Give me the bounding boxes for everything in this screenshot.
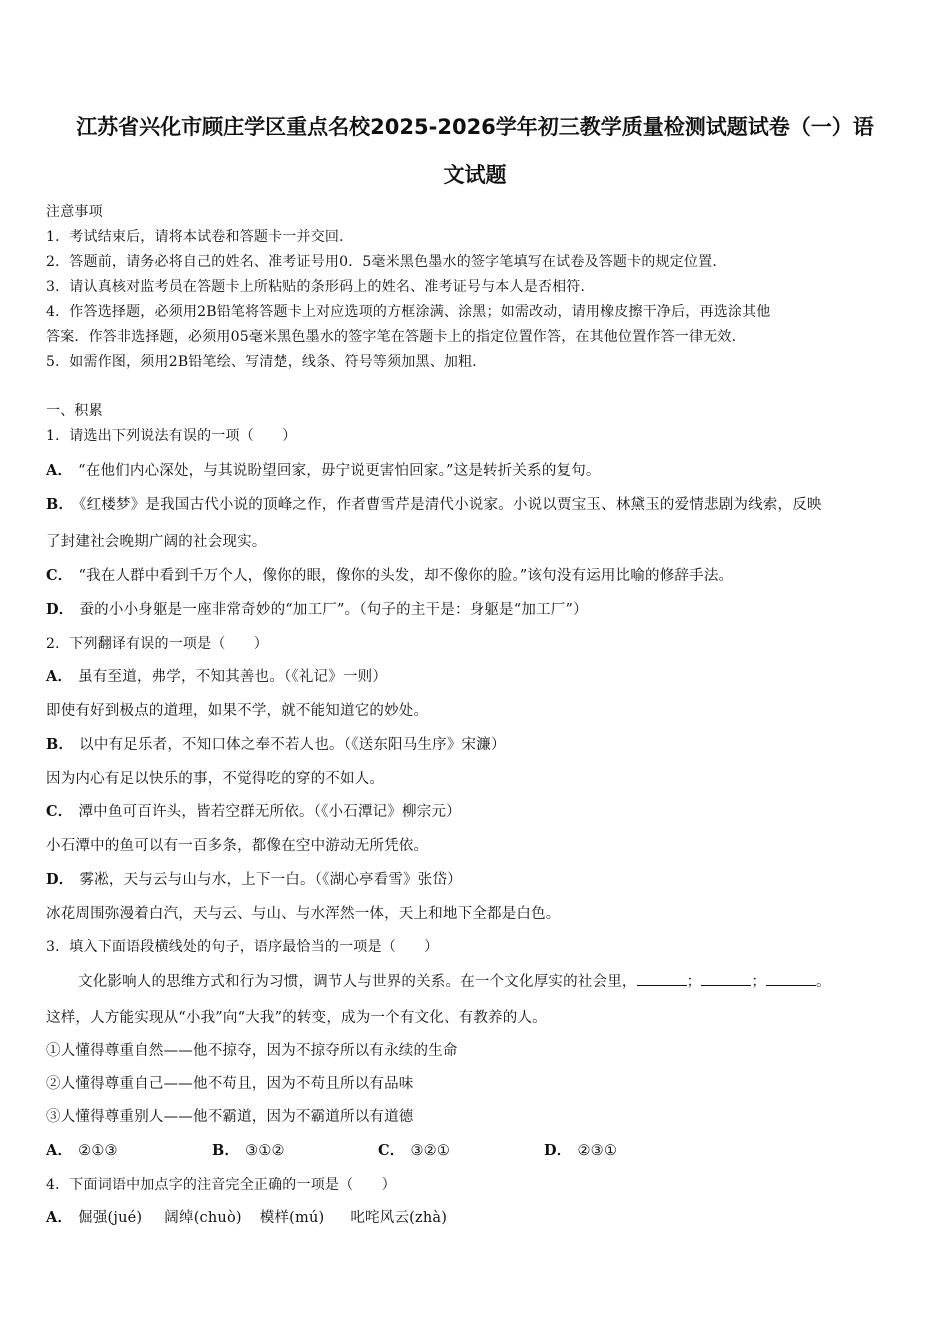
option-label: C．: [46, 803, 73, 820]
notice-heading: 注意事项: [46, 204, 103, 220]
q1-stem: 1．请选出下列说法有误的一项（ ）: [46, 428, 297, 444]
blank-1: [637, 972, 687, 986]
exam-title-line1: 江苏省兴化市顾庄学区重点名校2025-2026学年初三教学质量检测试题试卷（一）语: [76, 115, 874, 139]
q3-options: [46, 1142, 710, 1160]
q3-option-c: [378, 1142, 544, 1160]
separator: ；: [751, 974, 767, 990]
blank-3: [766, 972, 816, 986]
option-label: B．: [212, 1142, 240, 1159]
option-label: D．: [46, 601, 74, 618]
blank-2: [701, 972, 751, 986]
q3-passage-line2: 这样，人方能实现从“小我”向“大我”的转变，成为一个有文化、有教养的人。: [46, 1010, 547, 1026]
option-label: D．: [46, 871, 74, 888]
option-text: ③①②: [245, 1143, 285, 1159]
q1-option-d: [46, 601, 588, 619]
option-text: 雾凇，天与云与山与水，上下一白。（《湖心亭看雪》张岱）: [79, 872, 462, 888]
notice-item-3: 3．请认真核对监考员在答题卡上所粘贴的条形码上的姓名、准考证号与本人是否相符．: [46, 279, 595, 295]
exam-title-line2: 文试题: [443, 163, 507, 187]
option-text: “在他们内心深处，与其说盼望回家，毋宁说更害怕回家。”这是转折关系的复句。: [78, 463, 601, 479]
q3-sentence-1: ①人懂得尊重自然——他不掠夺，因为不掠夺所以有永续的生命: [46, 1043, 458, 1059]
option-label: A．: [46, 1209, 73, 1226]
option-text: 以中有足乐者，不知口体之奉不若人也。（《送东阳马生序》宋濂）: [79, 737, 506, 753]
separator: ；: [686, 974, 702, 990]
q3-sentence-2: ②人懂得尊重自己——他不苟且，因为不苟且所以有品味: [46, 1076, 414, 1092]
q1-option-c: [46, 567, 733, 585]
q3-stem: 3．填入下面语段横线处的句子，语序最恰当的一项是（ ）: [46, 939, 439, 955]
option-text: ②①③: [78, 1143, 118, 1159]
q2-option-b: [46, 736, 506, 754]
q4-option-a: [46, 1209, 447, 1227]
notice-item-5: 5．如需作图，须用2B铅笔绘、写清楚，线条、符号等须加黑、加粗．: [46, 354, 487, 370]
q2-option-d: [46, 871, 462, 889]
q2-option-d-translation: 冰花周围弥漫着白汽，天与云、与山、与水浑然一体，天上和地下全都是白色。: [46, 906, 561, 922]
q3-option-d: [544, 1142, 710, 1160]
q3-option-b: [212, 1142, 378, 1160]
word: 倔强(jué): [78, 1210, 143, 1226]
option-label: C．: [46, 567, 73, 584]
word: 阔绰(chuò): [164, 1210, 242, 1226]
q2-stem: 2．下列翻译有误的一项是（ ）: [46, 636, 269, 652]
q2-option-b-translation: 因为内心有足以快乐的事，不觉得吃的穿的不如人。: [46, 771, 385, 787]
option-text: 《红楼梦》是我国古代小说的顶峰之作，作者曹雪芹是清代小说家。小说以贾宝玉、林黛玉的爱情悲剧为线索，反映: [79, 497, 822, 513]
option-label: A．: [46, 668, 73, 685]
option-text: 蚕的小小身躯是一座非常奇妙的“加工厂”。（句子的主干是：身躯是“加工厂”）: [79, 602, 588, 618]
q2-option-a-translation: 即使有好到极点的道理，如果不学，就不能知道它的妙处。: [46, 703, 429, 719]
q1-option-b-cont: 了封建社会晚期广阔的社会现实。: [46, 534, 267, 550]
option-label: A．: [46, 1142, 73, 1159]
option-label: B．: [46, 496, 74, 513]
word: 叱咤风云(zhà): [350, 1210, 448, 1226]
word: 模样(mú): [259, 1210, 325, 1226]
q1-option-b: [46, 496, 822, 514]
option-text: ②③①: [577, 1143, 618, 1159]
notice-item-4: 4．作答选择题，必须用2B铅笔将答题卡上对应选项的方框涂满、涂黑；如需改动，请用橡皮擦干净后，再选涂其他: [46, 304, 771, 320]
option-text: 潭中鱼可百许头，皆若空群无所依。（《小石潭记》柳宗元）: [78, 804, 461, 820]
period: 。: [816, 974, 831, 990]
q2-option-a: [46, 668, 387, 686]
q3-passage-line1: [78, 972, 831, 991]
option-text: ③②①: [410, 1143, 451, 1159]
option-label: A．: [46, 462, 73, 479]
option-text: 虽有至道，弗学，不知其善也。（《礼记》一则）: [78, 669, 388, 685]
notice-item-4-cont: 答案．作答非选择题，必须用05毫米黑色墨水的签字笔在答题卡上的指定位置作答，在其他位置作答一律无效．: [46, 329, 746, 345]
option-label: C．: [378, 1142, 405, 1159]
passage-text: 文化影响人的思维方式和行为习惯，调节人与世界的关系。在一个文化厚实的社会里，: [78, 974, 637, 990]
notice-item-1: 1．考试结束后，请将本试卷和答题卡一并交回．: [46, 229, 354, 245]
q3-sentence-3: ③人懂得尊重别人——他不霸道，因为不霸道所以有道德: [46, 1109, 414, 1125]
option-label: B．: [46, 736, 74, 753]
option-text: “我在人群中看到千万个人，像你的眼，像你的头发，却不像你的脸。”该句没有运用比喻的修辞手法。: [78, 568, 734, 584]
q3-option-a: [46, 1142, 212, 1160]
q2-option-c-translation: 小石潭中的鱼可以有一百多条，都像在空中游动无所凭依。: [46, 838, 429, 854]
notice-item-2: 2．答题前，请务必将自己的姓名、准考证号用0．5毫米黑色墨水的签字笔填写在试卷及答题卡的规定位置．: [46, 254, 727, 270]
section-heading: 一、积累: [46, 403, 103, 419]
q4-stem: 4．下面词语中加点字的注音完全正确的一项是（ ）: [46, 1177, 396, 1193]
option-label: D．: [544, 1142, 572, 1159]
q1-option-a: [46, 462, 601, 480]
q2-option-c: [46, 803, 461, 821]
